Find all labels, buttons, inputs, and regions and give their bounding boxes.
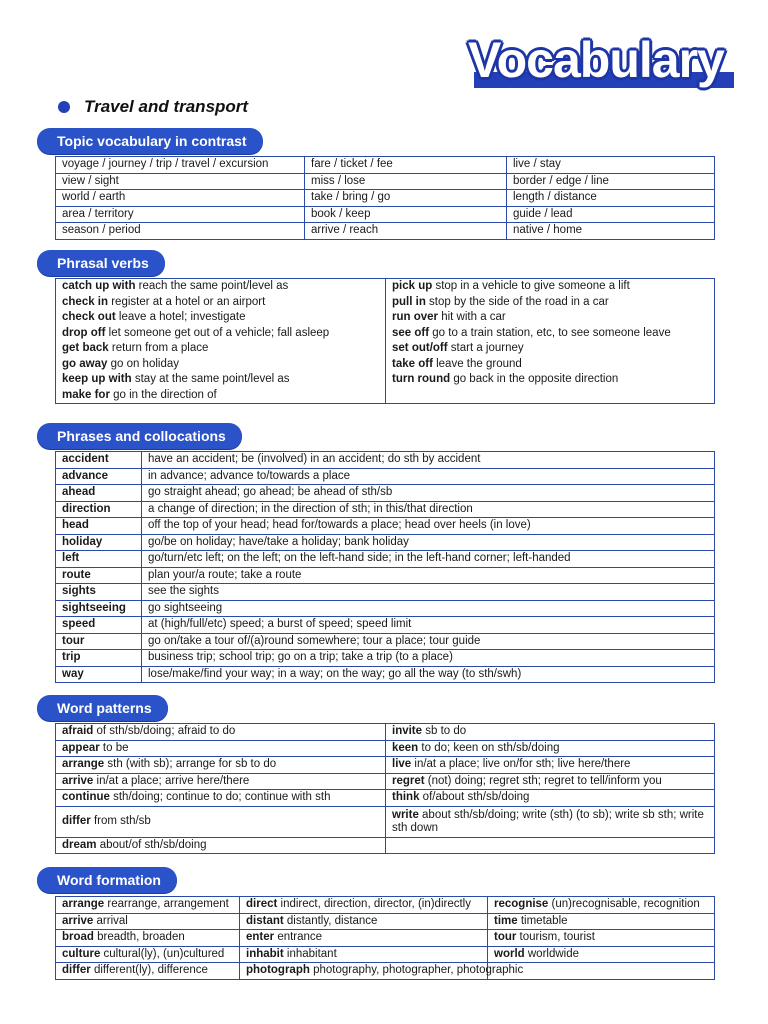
topic-cell: fare / ticket / fee	[305, 157, 507, 174]
collocation-word	[56, 600, 142, 617]
entry-word: dream	[62, 838, 97, 851]
formation-cell	[488, 930, 715, 947]
topic-cell: take / bring / go	[305, 190, 507, 207]
pattern-cell	[56, 790, 386, 807]
topic-heading: Topic vocabulary in contrast	[37, 128, 263, 154]
entry-definition: to be	[99, 741, 129, 754]
entry-word: route	[62, 568, 91, 581]
formation-cell	[56, 913, 240, 930]
collocation-definition: have an accident; be (involved) in an accident; do sth by accident	[142, 452, 715, 469]
entry-definition: stop by the side of the road in a car	[425, 295, 609, 308]
pattern-cell	[386, 757, 715, 774]
entry-definition: sth/doing; continue to do; continue with sth	[109, 791, 331, 804]
entry-word: turn round	[392, 373, 451, 386]
entry-word: way	[62, 667, 84, 680]
phrasal-cell	[386, 279, 715, 295]
table-row	[56, 617, 715, 634]
entry-definition: tourism, tourist	[516, 931, 595, 944]
table-row	[56, 534, 715, 551]
entry-word: sights	[62, 585, 96, 598]
topic-cell: voyage / journey / trip / travel / excursion	[56, 157, 305, 174]
entry-word: keep up with	[62, 373, 132, 386]
collocation-definition: a change of direction; in the direction of sth; in this/that direction	[142, 501, 715, 518]
entry-definition: in/at a place; live on/for sth; live here/there	[411, 758, 631, 771]
entry-definition: hit with a car	[438, 311, 506, 324]
topic-cell: world / earth	[56, 190, 305, 207]
collocation-word	[56, 501, 142, 518]
vocabulary-banner	[468, 32, 734, 88]
formation-cell	[240, 963, 524, 980]
entry-word: see off	[392, 326, 430, 339]
entry-word: direction	[62, 502, 111, 515]
entry-definition: from sth/sb	[90, 815, 151, 827]
table-row	[56, 326, 715, 342]
entry-word: go away	[62, 357, 108, 370]
phrasal-cell	[386, 341, 715, 357]
table-row	[56, 600, 715, 617]
entry-word: keen	[392, 741, 419, 754]
formation-cell	[56, 946, 240, 963]
entry-definition: photography, photographer, photographic	[309, 964, 524, 977]
phrasal-cell	[386, 372, 715, 388]
subtitle-text: Travel and transport	[84, 97, 249, 116]
entry-definition: cultural(ly), (un)cultured	[100, 947, 225, 960]
pattern-cell	[56, 837, 386, 854]
entry-definition: go to a train station, etc, to see someone leave	[429, 326, 671, 339]
formation-cell	[56, 963, 240, 980]
table-row	[56, 485, 715, 502]
entry-word: trip	[62, 651, 81, 664]
table-row	[56, 633, 715, 650]
table-row	[56, 724, 715, 741]
table-row	[56, 650, 715, 667]
table-row	[56, 295, 715, 311]
collocation-word	[56, 567, 142, 584]
pattern-cell	[56, 773, 386, 790]
formation-cell	[488, 913, 715, 930]
entry-word: live	[392, 758, 412, 771]
entry-definition: arrival	[93, 914, 128, 927]
collocation-definition: see the sights	[142, 584, 715, 601]
entry-word: ahead	[62, 486, 96, 499]
entry-definition: go back in the opposite direction	[450, 373, 619, 386]
entry-word: pick up	[392, 280, 433, 293]
formation-cell	[240, 946, 488, 963]
topic-cell: arrive / reach	[305, 223, 507, 240]
table-row	[56, 310, 715, 326]
entry-definition: sb to do	[422, 725, 467, 738]
table-row	[56, 757, 715, 774]
page-title: Vocabulary	[468, 32, 724, 88]
entry-word: accident	[62, 453, 109, 466]
entry-word: tour	[494, 931, 517, 944]
formation-cell	[488, 946, 715, 963]
entry-definition: breadth, broaden	[93, 931, 185, 944]
entry-definition: distantly, distance	[283, 914, 378, 927]
collocation-definition: go/be on holiday; have/take a holiday; bank holiday	[142, 534, 715, 551]
entry-definition: in/at a place; arrive here/there	[93, 774, 250, 787]
table-row	[56, 372, 715, 388]
phrasal-cell	[56, 388, 386, 404]
entry-definition: start a journey	[447, 342, 524, 355]
phrasal-cell	[386, 357, 715, 373]
patterns-table	[55, 723, 715, 854]
pattern-cell	[386, 790, 715, 807]
phrasal-heading: Phrasal verbs	[37, 250, 165, 276]
entry-word: catch up with	[62, 280, 136, 293]
table-row	[56, 740, 715, 757]
phrasal-cell	[386, 295, 715, 311]
table-row	[56, 501, 715, 518]
pattern-cell	[386, 724, 715, 741]
entry-word: arrange	[62, 758, 105, 771]
topic-cell: book / keep	[305, 206, 507, 223]
collocation-definition: plan your/a route; take a route	[142, 567, 715, 584]
phrases-heading: Phrases and collocations	[37, 423, 242, 449]
table-row	[56, 206, 715, 223]
entry-word: afraid	[62, 725, 94, 738]
phrasal-cell	[386, 326, 715, 342]
table-row	[56, 279, 715, 295]
phrasal-cell	[56, 326, 386, 342]
entry-word: tour	[62, 634, 85, 647]
entry-word: arrive	[62, 774, 94, 787]
entry-definition: go in the direction of	[109, 388, 217, 401]
entry-definition: inhabitant	[283, 947, 337, 960]
formation-heading: Word formation	[37, 867, 177, 893]
table-row	[56, 790, 715, 807]
entry-word: regret	[392, 774, 425, 787]
table-row	[56, 388, 715, 404]
entry-definition: sth (with sb); arrange for sb to do	[104, 758, 277, 771]
collocation-definition: at (high/full/etc) speed; a burst of speed; speed limit	[142, 617, 715, 634]
entry-definition: worldwide	[524, 947, 579, 960]
phrasal-cell	[56, 310, 386, 326]
table-row	[56, 806, 715, 837]
table-row	[56, 551, 715, 568]
entry-word: distant	[246, 914, 284, 927]
entry-definition: register at a hotel or an airport	[108, 295, 266, 308]
topic-cell: season / period	[56, 223, 305, 240]
collocation-definition: lose/make/find your way; in a way; on the way; go all the way (to sth/swh)	[142, 666, 715, 683]
entry-definition: (not) doing; regret sth; regret to tell/inform you	[424, 774, 662, 787]
table-row	[56, 584, 715, 601]
collocation-definition: off the top of your head; head for/towards a place; head over heels (in love)	[142, 518, 715, 535]
entry-definition: rearrange, arrangement	[104, 898, 229, 911]
formation-table	[55, 896, 715, 980]
table-row	[56, 946, 715, 963]
entry-definition: timetable	[517, 914, 568, 927]
topic-cell: miss / lose	[305, 173, 507, 190]
pattern-cell	[56, 740, 386, 757]
formation-cell	[56, 930, 240, 947]
phrases-table	[55, 451, 715, 683]
phrasal-table	[55, 278, 715, 404]
entry-word: pull in	[392, 295, 426, 308]
entry-word: world	[494, 947, 525, 960]
topic-cell: length / distance	[507, 190, 715, 207]
entry-word: head	[62, 519, 89, 532]
entry-word: differ	[62, 815, 91, 827]
entry-word: arrange	[62, 898, 105, 911]
entry-definition: reach the same point/level as	[135, 280, 289, 293]
collocation-definition: business trip; school trip; go on a trip; take a trip (to a place)	[142, 650, 715, 667]
entry-word: check out	[62, 311, 116, 324]
entry-definition: return from a place	[108, 342, 209, 355]
entry-word: time	[494, 914, 518, 927]
table-row	[56, 223, 715, 240]
topic-cell: guide / lead	[507, 206, 715, 223]
collocation-definition: go straight ahead; go ahead; be ahead of sth/sb	[142, 485, 715, 502]
topic-table	[55, 156, 715, 240]
phrasal-cell	[56, 341, 386, 357]
entry-word: direct	[246, 898, 278, 911]
entry-definition: leave the ground	[432, 357, 522, 370]
table-row	[56, 963, 715, 980]
topic-cell: border / edge / line	[507, 173, 715, 190]
collocation-word	[56, 452, 142, 469]
entry-definition: leave a hotel; investigate	[115, 311, 246, 324]
table-row	[56, 452, 715, 469]
collocation-definition: in advance; advance to/towards a place	[142, 468, 715, 485]
formation-cell	[56, 897, 240, 914]
collocation-word	[56, 534, 142, 551]
entry-definition: of sth/sb/doing; afraid to do	[93, 725, 236, 738]
entry-word: invite	[392, 725, 423, 738]
entry-definition: to do; keen on sth/sb/doing	[418, 741, 560, 754]
entry-word: think	[392, 791, 420, 804]
entry-word: take off	[392, 357, 433, 370]
entry-word: appear	[62, 741, 100, 754]
entry-word: photograph	[246, 964, 310, 977]
collocation-word	[56, 468, 142, 485]
table-row	[56, 190, 715, 207]
entry-word: holiday	[62, 535, 103, 548]
phrasal-cell	[56, 372, 386, 388]
table-row	[56, 157, 715, 174]
entry-word: set out/off	[392, 342, 448, 355]
pattern-cell	[56, 724, 386, 741]
entry-definition: go on holiday	[107, 357, 180, 370]
topic-cell: area / territory	[56, 206, 305, 223]
collocation-word	[56, 584, 142, 601]
entry-definition: stop in a vehicle to give someone a lift	[432, 280, 630, 293]
table-row	[56, 930, 715, 947]
table-row	[56, 518, 715, 535]
entry-definition: of/about sth/sb/doing	[419, 791, 530, 804]
collocation-word	[56, 666, 142, 683]
phrasal-cell	[56, 357, 386, 373]
pattern-cell	[56, 757, 386, 774]
collocation-word	[56, 551, 142, 568]
entry-word: continue	[62, 791, 110, 804]
table-row	[56, 897, 715, 914]
formation-cell	[240, 897, 488, 914]
table-row	[56, 173, 715, 190]
entry-definition: different(ly), difference	[90, 964, 208, 977]
entry-word: broad	[62, 931, 94, 944]
phrasal-cell	[56, 295, 386, 311]
collocation-definition: go on/take a tour of/(a)round somewhere; tour a place; tour guide	[142, 633, 715, 650]
table-row	[56, 468, 715, 485]
entry-word: arrive	[62, 914, 94, 927]
formation-cell	[240, 930, 488, 947]
phrasal-cell	[386, 310, 715, 326]
table-row	[56, 773, 715, 790]
collocation-definition: go/turn/etc left; on the left; on the left-hand side; in the left-hand corner; left-handed	[142, 551, 715, 568]
entry-word: make for	[62, 388, 110, 401]
section-subtitle	[58, 97, 248, 117]
entry-definition: (un)recognisable, recognition	[548, 898, 700, 911]
pattern-cell	[56, 806, 386, 837]
phrasal-cell	[386, 388, 715, 404]
table-row	[56, 913, 715, 930]
table-row	[56, 567, 715, 584]
entry-word: enter	[246, 931, 275, 944]
pattern-cell	[386, 837, 715, 854]
entry-word: inhabit	[246, 947, 284, 960]
collocation-word	[56, 650, 142, 667]
entry-definition: about sth/sb/doing; write (sth) (to sb); write sb sth; write sth down	[392, 808, 704, 834]
entry-definition: stay at the same point/level as	[131, 373, 290, 386]
entry-word: culture	[62, 947, 101, 960]
entry-word: get back	[62, 342, 109, 355]
entry-definition: about/of sth/sb/doing	[96, 838, 207, 851]
table-row	[56, 666, 715, 683]
pattern-cell	[386, 806, 715, 837]
collocation-word	[56, 485, 142, 502]
phrasal-cell	[56, 279, 386, 295]
table-row	[56, 837, 715, 854]
entry-definition: entrance	[274, 931, 323, 944]
table-row	[56, 357, 715, 373]
bullet-dot-icon	[58, 101, 70, 113]
pattern-cell	[386, 773, 715, 790]
table-row	[56, 341, 715, 357]
entry-word: check in	[62, 295, 109, 308]
entry-word: advance	[62, 469, 109, 482]
entry-definition: let someone get out of a vehicle; fall asleep	[105, 326, 330, 339]
topic-cell: native / home	[507, 223, 715, 240]
entry-word: drop off	[62, 326, 106, 339]
entry-word: left	[62, 552, 80, 565]
collocation-definition: go sightseeing	[142, 600, 715, 617]
entry-word: differ	[62, 964, 91, 977]
entry-word: write	[392, 808, 419, 821]
topic-cell: live / stay	[507, 157, 715, 174]
pattern-cell	[386, 740, 715, 757]
patterns-heading: Word patterns	[37, 695, 168, 721]
formation-cell	[240, 913, 488, 930]
entry-definition: indirect, direction, director, (in)directly	[277, 898, 471, 911]
entry-word: recognise	[494, 898, 549, 911]
entry-word: sightseeing	[62, 601, 126, 614]
entry-word: speed	[62, 618, 96, 631]
collocation-word	[56, 617, 142, 634]
topic-cell: view / sight	[56, 173, 305, 190]
entry-word: run over	[392, 311, 439, 324]
formation-cell	[488, 897, 715, 914]
collocation-word	[56, 518, 142, 535]
collocation-word	[56, 633, 142, 650]
